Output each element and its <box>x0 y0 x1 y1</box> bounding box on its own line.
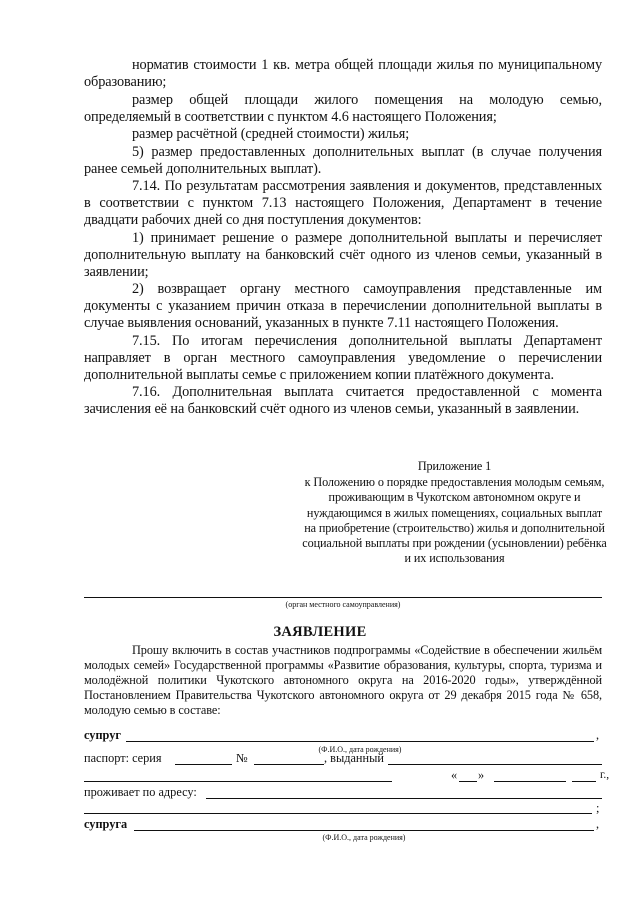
form-title: ЗАЯВЛЕНИЕ <box>273 624 367 640</box>
husband-name-field[interactable] <box>126 741 594 742</box>
issued-label: , выданный <box>324 751 384 765</box>
paragraph: размер расчётной (средней стоимости) жилья; <box>132 126 410 142</box>
statement-text: Прошу включить в состав участников подпрограммы «Содействие в обеспечении жильём молодых семей» Государственной программы «Развитие образования, культуры, спорта, туризма и молодёжной политики Чукотского автономного округа на 2016-2020 годы», утверждённой Постановлением Правительства Чукотского автономного округа от 29 декабря 2015 года № 658, молодую семью в составе: <box>84 643 602 717</box>
passport-issued-by-field[interactable] <box>388 764 602 765</box>
paragraph: 2) возвращает органу местного самоуправления представленные им документы с указанием причин отказа в перечислении дополнительной выплаты в случае выявления оснований, указанных в пункте 7.11 настоящего Положения. <box>84 281 602 331</box>
address-field[interactable] <box>206 798 602 799</box>
address-label: проживает по адресу: <box>84 785 197 799</box>
paragraph: 1) принимает решение о размере дополнительной выплаты и перечисляет дополнительную выплату на банковский счёт одного из членов семьи, указанный в заявлении; <box>84 229 602 280</box>
wife-label: супруга <box>84 817 128 831</box>
paragraph: норматив стоимости 1 кв. метра общей площади жилья по муниципальному образованию; <box>84 57 602 90</box>
wife-name-field[interactable] <box>134 830 594 831</box>
regulation-body-text <box>84 57 602 419</box>
paragraph: 7.15. По итогам перечисления дополнительной выплаты Департамент направляет в орган местного самоуправления уведомление о перечислении дополнительной выплаты семье с приложением копии платёжного документа. <box>84 332 602 383</box>
husband-name-caption: (Ф.И.О., дата рождения) <box>318 745 402 754</box>
appendix-subtitle: к Положению о порядке предоставления молодым семьям, проживающим в Чукотском автономном округе и нуждающимся в жилых помещениях, социальных выплат на приобретение (строительство) жилья и дополнительной социальной выплаты при рождении (усыновлении) ребёнка и их использования <box>302 475 607 566</box>
passport-number-field[interactable] <box>254 764 324 765</box>
comma-mark: , <box>596 728 600 742</box>
paragraph: размер общей площади жилого помещения на молодую семью, определяемый в соответствии с пунктом 4.6 настоящего Положения; <box>84 91 602 125</box>
passport-label: паспорт: серия <box>84 751 162 765</box>
quote-open: « <box>451 768 458 782</box>
husband-label: супруг <box>84 728 121 742</box>
number-sign: № <box>236 751 248 765</box>
wife-name-caption: (Ф.И.О., дата рождения) <box>322 833 406 842</box>
comma-mark-2: , <box>596 817 600 831</box>
address-field-2[interactable] <box>84 813 592 814</box>
quote-close: » <box>478 768 485 782</box>
paragraph: 5) размер предоставленных дополнительных выплат (в случае получения ранее семьей дополнительных выплат). <box>84 143 602 177</box>
paragraph: 7.14. По результатам рассмотрения заявления и документов, представленных в соответствии с пунктом 7.13 настоящего Положения, Департамент в течение двадцати рабочих дней со дня поступления документов: <box>84 178 602 228</box>
issue-day-field[interactable] <box>459 781 477 782</box>
passport-issued-by-field-2[interactable] <box>84 781 392 782</box>
issue-month-field[interactable] <box>494 781 566 782</box>
passport-series-field[interactable] <box>175 764 232 765</box>
paragraph: 7.16. Дополнительная выплата считается предоставленной с момента зачисления её на банковский счёт одного из членов семьи, указанный в заявлении. <box>84 384 602 417</box>
semicolon-mark: ; <box>596 801 600 815</box>
authority-line[interactable] <box>84 597 602 598</box>
appendix-header <box>302 459 607 566</box>
issue-year-field[interactable] <box>572 781 596 782</box>
year-suffix: г., <box>600 769 610 781</box>
authority-caption: (орган местного самоуправления) <box>285 600 401 609</box>
appendix-title: Приложение 1 <box>417 459 492 473</box>
